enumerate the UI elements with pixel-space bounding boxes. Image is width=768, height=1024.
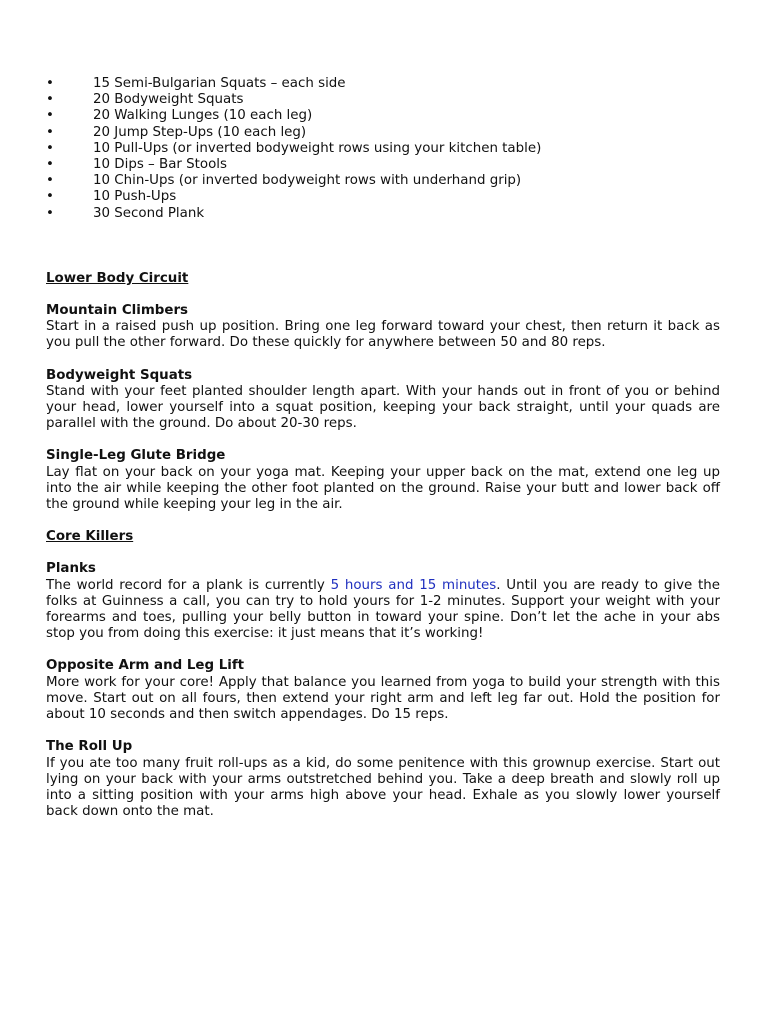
bodyweight-squats-text: Stand with your feet planted shoulder length apart. With your hands out in front of you or behind your head, lower yourself into a squat position, keeping your back straight, until your quads are parallel with the ground. Do about 20-30 reps.: [46, 383, 720, 432]
bullet-icon: •: [46, 76, 54, 91]
arm-leg-lift-heading: Opposite Arm and Leg Lift: [46, 658, 245, 674]
bullet-icon: •: [46, 173, 54, 189]
list-item: • 10 Push-Ups: [46, 189, 177, 205]
mountain-climbers-heading: Mountain Climbers: [46, 303, 189, 319]
list-item: • 10 Dips – Bar Stools: [46, 157, 227, 173]
bullet-icon: •: [46, 108, 54, 124]
glute-bridge-text: Lay flat on your back on your yoga mat. Keeping your upper back on the mat, extend one leg up into the air while keeping the other foot planted on the ground. Raise your butt and lower back off the ground while keeping your leg in the air.: [46, 464, 720, 513]
roll-up-text: If you ate too many fruit roll-ups as a kid, do some penitence with this grownup exercise. Start out lying on your back with your arms outstretched behind you. Take a deep breath and slowly roll up into a sitting position with your arms high above your head. Exhale as you slowly lower yourself back down onto the mat.: [46, 755, 720, 820]
list-item: • 15 Semi-Bulgarian Squats – each side: [46, 76, 346, 91]
list-item: • 10 Chin-Ups (or inverted bodyweight rows with underhand grip): [46, 173, 522, 189]
bullet-icon: •: [46, 124, 54, 140]
planks-text: The world record for a plank is currently 5 hours and 15 minutes. Until you are ready to give the folks at Guinness a call, you can try to hold yours for 1-2 minutes. Support your weight with your forearms and toes, pulling your belly button in toward your spine. Don’t let the ache in your abs stop you from doing this exercise: it just means that it’s working!: [46, 577, 720, 642]
arm-leg-lift-text: More work for your core! Apply that balance you learned from yoga to build your strength with this move. Start out on all fours, then extend your right arm and left leg far out. Hold the position for about 10 seconds and then switch appendages. Do 15 reps.: [46, 674, 720, 723]
list-item: • 30 Second Plank: [46, 205, 205, 221]
mountain-climbers-text: Start in a raised push up position. Bring one leg forward toward your chest, then return it back as you pull the other forward. Do these quickly for anywhere between 50 and 80 reps.: [46, 319, 720, 351]
bodyweight-squats-heading: Bodyweight Squats: [46, 367, 193, 383]
lower-body-heading: Lower Body Circuit: [46, 270, 189, 286]
core-killers-heading: Core Killers: [46, 529, 134, 545]
plank-record-link[interactable]: 5 hours and 15 minutes: [330, 577, 497, 593]
list-item: • 10 Pull-Ups (or inverted bodyweight rows using your kitchen table): [46, 140, 542, 156]
glute-bridge-heading: Single-Leg Glute Bridge: [46, 448, 226, 464]
bullet-icon: •: [46, 189, 54, 205]
planks-heading: Planks: [46, 561, 96, 577]
list-item: • 20 Jump Step-Ups (10 each leg): [46, 124, 307, 140]
bullet-icon: •: [46, 205, 54, 221]
document-page: [46, 76, 720, 820]
exercise-list: [46, 76, 720, 222]
list-item: • 20 Walking Lunges (10 each leg): [46, 108, 313, 124]
bullet-icon: •: [46, 140, 54, 156]
bullet-icon: •: [46, 92, 54, 108]
list-item: • 20 Bodyweight Squats: [46, 92, 244, 108]
roll-up-heading: The Roll Up: [46, 739, 133, 755]
bullet-icon: •: [46, 157, 54, 173]
